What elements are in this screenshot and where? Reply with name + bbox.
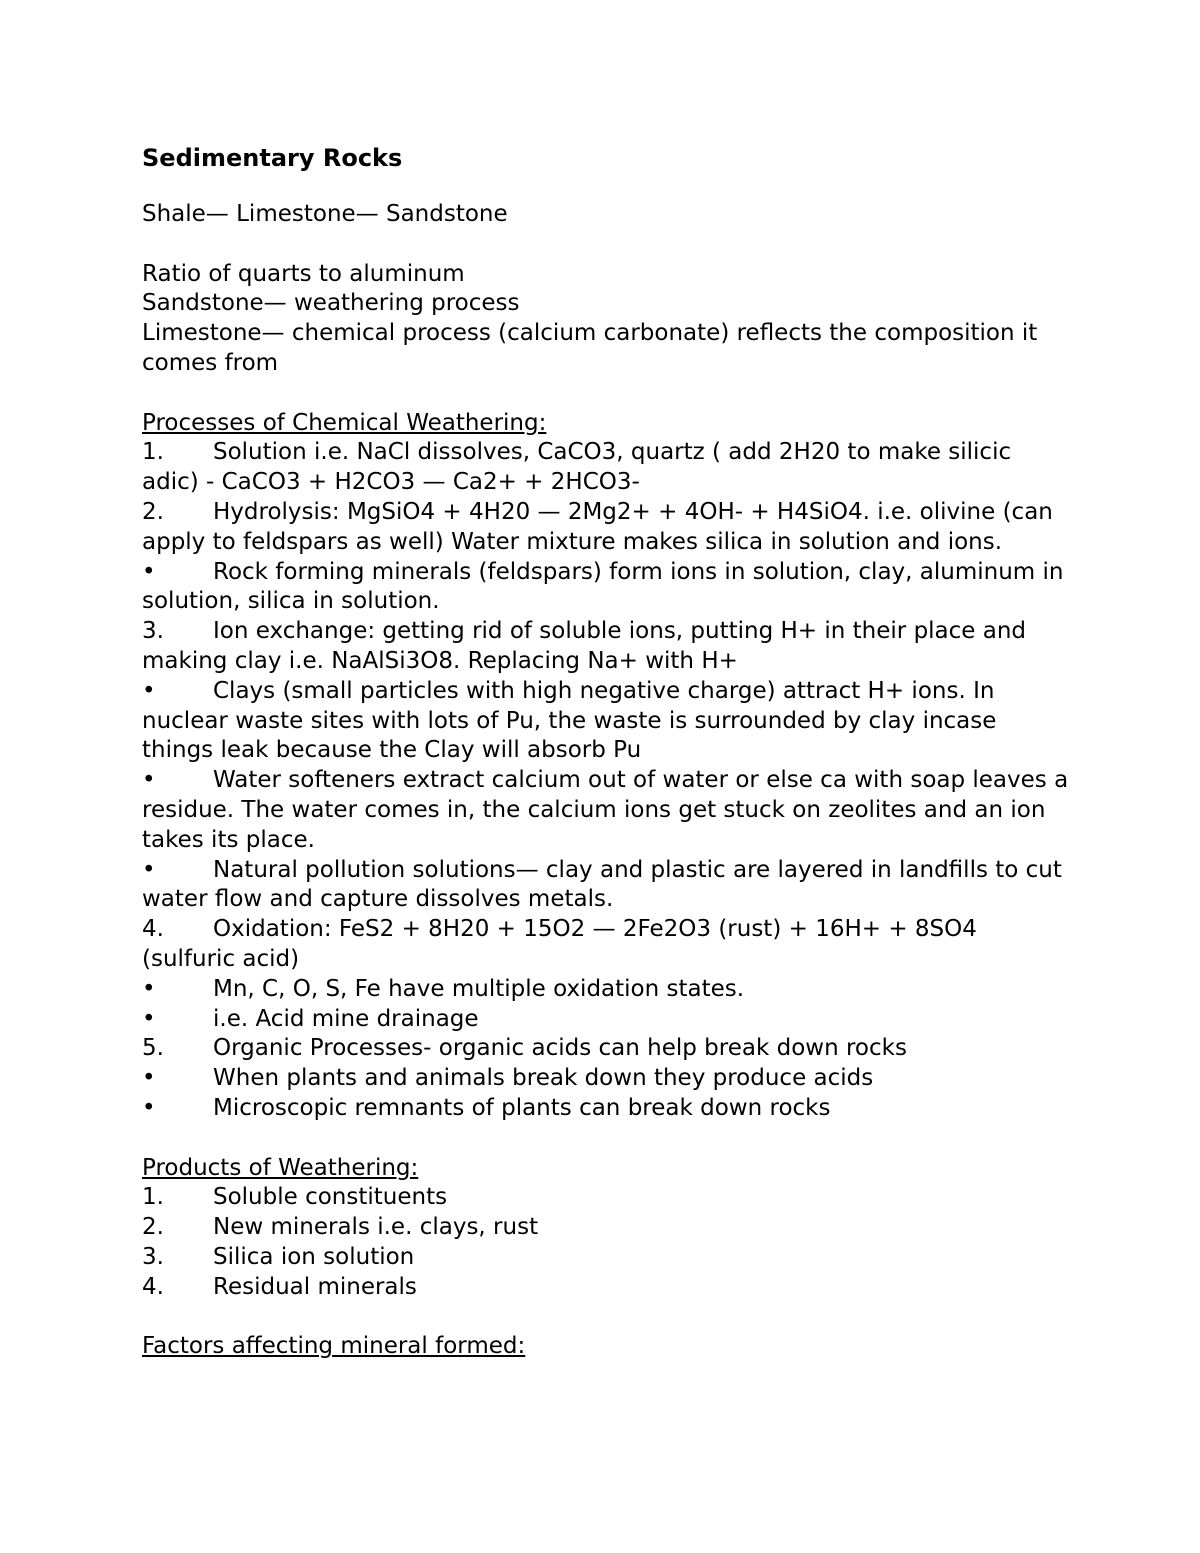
list-item-text: Oxidation: FeS2 + 8H20 + 15O2 — 2Fe2O3 (rust) + 16H+ + 8SO4 (sulfuric acid) (142, 916, 977, 972)
list-marker: 2. (142, 1214, 164, 1241)
list-item (142, 766, 1072, 855)
list-item (142, 1273, 1072, 1303)
list-item-text: New minerals i.e. clays, rust (213, 1214, 539, 1241)
list-item (142, 1183, 1072, 1213)
list-item (142, 915, 1072, 975)
paragraph-gap (142, 1124, 1072, 1154)
list-item (142, 975, 1072, 1005)
list-item (142, 558, 1072, 618)
list-item (142, 856, 1072, 916)
list-item (142, 1213, 1072, 1243)
bullet-marker: • (142, 856, 156, 883)
list-item (142, 438, 1072, 498)
list-item-text: When plants and animals break down they produce acids (213, 1065, 874, 1092)
list-marker: 1. (142, 439, 164, 466)
list-marker: 2. (142, 498, 164, 525)
document-page (142, 140, 1072, 1362)
products-list (142, 1183, 1072, 1302)
sandstone-line: Sandstone— weathering process (142, 290, 520, 317)
limestone-line: Limestone— chemical process (calcium carbonate) reflects the composition it comes from (142, 320, 1038, 376)
list-item-text: Solution i.e. NaCl dissolves, CaCO3, quartz ( add 2H20 to make silicic adic) - CaCO3 + H2CO3 — Ca2+ + 2HCO3- (142, 439, 1012, 496)
list-item (142, 1064, 1072, 1094)
bullet-marker: • (142, 975, 156, 1002)
chemical-weathering-list (142, 438, 1072, 1123)
list-item-text: Silica ion solution (213, 1243, 415, 1270)
list-item-text: Natural pollution solutions— clay and plastic are layered in landfills to cut water flow and capture dissolves metals. (142, 856, 1062, 913)
bullet-marker: • (142, 558, 156, 585)
list-item-text: Rock forming minerals (feldspars) form ions in solution, clay, aluminum in solution, silica in solution. (142, 558, 1064, 615)
document-title: Sedimentary Rocks (142, 144, 403, 172)
list-item-text: Microscopic remnants of plants can break down rocks (213, 1094, 831, 1121)
list-item-text: Organic Processes- organic acids can help break down rocks (213, 1035, 907, 1062)
list-item-text: Water softeners extract calcium out of water or else ca with soap leaves a residue. The water comes in, the calcium ions get stuck on zeolites and an ion takes its place. (142, 767, 1069, 853)
list-item-text: Mn, C, O, S, Fe have multiple oxidation states. (213, 975, 745, 1002)
bullet-marker: • (142, 1065, 156, 1092)
list-item (142, 1243, 1072, 1273)
list-item (142, 617, 1072, 677)
list-item-text: Clays (small particles with high negative charge) attract H+ ions. In nuclear waste sites with lots of Pu, the waste is surrounded by clay incase things leak because the Clay will absorb Pu (142, 677, 997, 764)
chemical-weathering-heading: Processes of Chemical Weathering: (142, 409, 547, 436)
bullet-marker: • (142, 1094, 156, 1121)
products-heading: Products of Weathering: (142, 1154, 419, 1181)
list-item-text: Residual minerals (213, 1273, 417, 1300)
list-marker: 3. (142, 618, 164, 645)
bullet-marker: • (142, 677, 156, 704)
paragraph-gap (142, 230, 1072, 260)
list-item (142, 677, 1072, 766)
paragraph-gap (142, 1302, 1072, 1332)
list-item-text: Ion exchange: getting rid of soluble ions, putting H+ in their place and making clay i.e. NaAlSi3O8. Replacing Na+ with H+ (142, 618, 1027, 674)
bullet-marker: • (142, 767, 156, 794)
factors-heading: Factors affecting mineral formed: (142, 1333, 526, 1360)
paragraph-gap (142, 379, 1072, 409)
rock-types-line: Shale— Limestone— Sandstone (142, 201, 508, 227)
list-marker: 5. (142, 1035, 164, 1062)
list-item (142, 1005, 1072, 1035)
list-item-text: Soluble constituents (213, 1184, 448, 1211)
list-item-text: Hydrolysis: MgSiO4 + 4H20 — 2Mg2+ + 4OH- + H4SiO4. i.e. olivine (can apply to feldspars as well) Water mixture makes silica in solution and ions. (142, 498, 1053, 555)
list-item (142, 1094, 1072, 1124)
bullet-marker: • (142, 1005, 156, 1032)
list-item (142, 498, 1072, 558)
ratio-line: Ratio of quarts to aluminum (142, 260, 465, 287)
list-marker: 4. (142, 916, 164, 943)
list-marker: 1. (142, 1184, 164, 1211)
list-marker: 4. (142, 1273, 164, 1300)
list-marker: 3. (142, 1243, 164, 1270)
list-item (142, 1034, 1072, 1064)
list-item-text: i.e. Acid mine drainage (213, 1005, 479, 1032)
